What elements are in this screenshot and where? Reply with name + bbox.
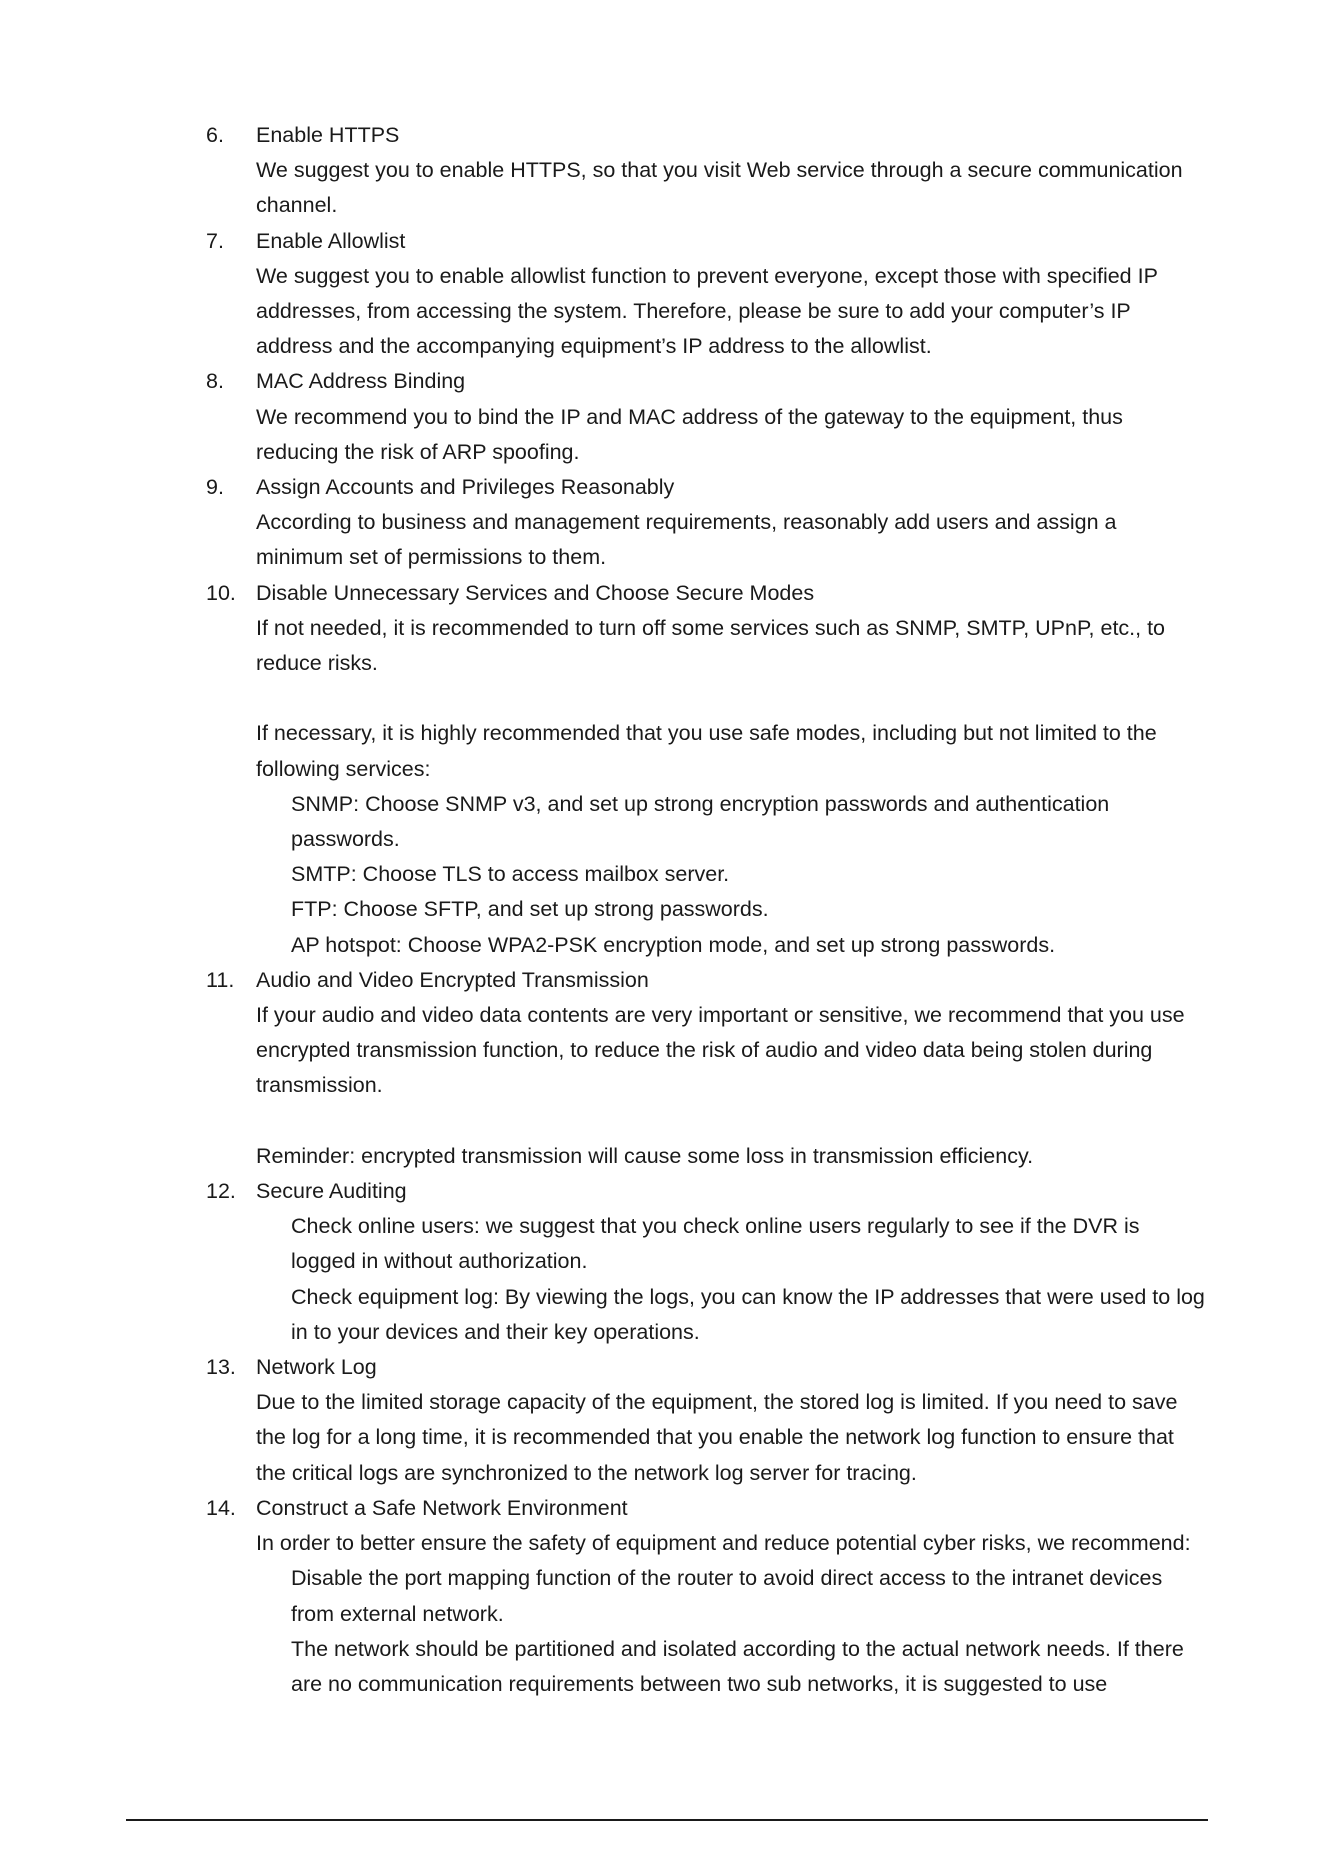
item-paragraph: We recommend you to bind the IP and MAC address of the gateway to the equipment, thus reducing the risk of ARP spoofing. — [256, 404, 1123, 464]
list-item — [206, 1491, 1206, 1702]
item-paragraph: We suggest you to enable allowlist function to prevent everyone, except those with specified IP addresses, from accessing the system. Therefore, please be sure to add your computer’s IP address and the accompanying equipment’s IP address to the allowlist. — [256, 263, 1158, 359]
list-item — [206, 364, 1206, 470]
item-number: 9. — [206, 475, 224, 500]
list-item — [206, 1350, 1206, 1491]
sub-item: SNMP: Choose SNMP v3, and set up strong encryption passwords and authentication passwords. — [291, 791, 1110, 852]
item-paragraph: If your audio and video data contents are very important or sensitive, we recommend that you use encrypted transmission function, to reduce the risk of audio and video data being stolen during transmission. — [256, 1003, 1185, 1098]
footer-rule — [126, 1819, 1208, 1821]
item-number: 13. — [206, 1355, 236, 1380]
paragraph-spacer — [256, 1104, 1206, 1139]
sub-item: FTP: Choose SFTP, and set up strong passwords. — [291, 897, 769, 922]
list-item — [206, 470, 1206, 576]
document-body — [206, 118, 1206, 1702]
item-number: 14. — [206, 1495, 236, 1520]
list-item — [206, 118, 1206, 224]
sub-item: SMTP: Choose TLS to access mailbox server. — [291, 862, 730, 887]
item-number: 6. — [206, 123, 224, 147]
item-title: Audio and Video Encrypted Transmission — [256, 967, 649, 992]
item-title: Assign Accounts and Privileges Reasonably — [256, 475, 675, 500]
item-title: Secure Auditing — [256, 1179, 407, 1204]
item-paragraph: If not needed, it is recommended to turn off some services such as SNMP, SMTP, UPnP, etc., to reduce risks. — [256, 615, 1166, 676]
sub-item: Disable the port mapping function of the router to avoid direct access to the intranet devices from external network. — [291, 1566, 1163, 1626]
item-title: MAC Address Binding — [256, 369, 466, 394]
item-paragraph: Reminder: encrypted transmission will cause some loss in transmission efficiency. — [256, 1143, 1034, 1168]
item-paragraph: In order to better ensure the safety of equipment and reduce potential cyber risks, we recommend: — [256, 1531, 1191, 1556]
paragraph-spacer — [256, 681, 1206, 716]
item-title: Enable HTTPS — [256, 123, 400, 147]
item-title: Disable Unnecessary Services and Choose Secure Modes — [256, 580, 815, 605]
item-number: 11. — [206, 967, 235, 992]
item-number: 12. — [206, 1179, 236, 1204]
item-number: 8. — [206, 369, 224, 394]
item-paragraph: According to business and management requirements, reasonably add users and assign a minimum set of permissions to them. — [256, 510, 1117, 570]
item-number: 10. — [206, 580, 236, 605]
list-item — [206, 576, 1206, 963]
item-paragraph: Due to the limited storage capacity of the equipment, the stored log is limited. If you need to save the log for a long time, it is recommended that you enable the network log function to ensure that the critical logs are synchronized to the network log server for tracing. — [256, 1390, 1178, 1485]
sub-item: The network should be partitioned and isolated according to the actual network needs. If there are no communication requirements between two sub networks, it is suggested to use — [291, 1636, 1184, 1696]
item-title: Network Log — [256, 1355, 377, 1380]
item-paragraph: If necessary, it is highly recommended that you use safe modes, including but not limited to the following services: — [256, 721, 1157, 781]
item-paragraph: We suggest you to enable HTTPS, so that you visit Web service through a secure communication channel. — [256, 158, 1183, 218]
list-item — [206, 224, 1206, 365]
sub-item: Check equipment log: By viewing the logs, you can know the IP addresses that were used to log in to your devices and their key operations. — [291, 1284, 1205, 1344]
item-title: Construct a Safe Network Environment — [256, 1495, 628, 1520]
sub-item: AP hotspot: Choose WPA2-PSK encryption mode, and set up strong passwords. — [291, 932, 1056, 957]
sub-item: Check online users: we suggest that you check online users regularly to see if the DVR is logged in without authorization. — [291, 1214, 1140, 1274]
list-item — [206, 963, 1206, 1174]
item-title: Enable Allowlist — [256, 228, 406, 253]
item-number: 7. — [206, 228, 224, 253]
list-item — [206, 1174, 1206, 1350]
